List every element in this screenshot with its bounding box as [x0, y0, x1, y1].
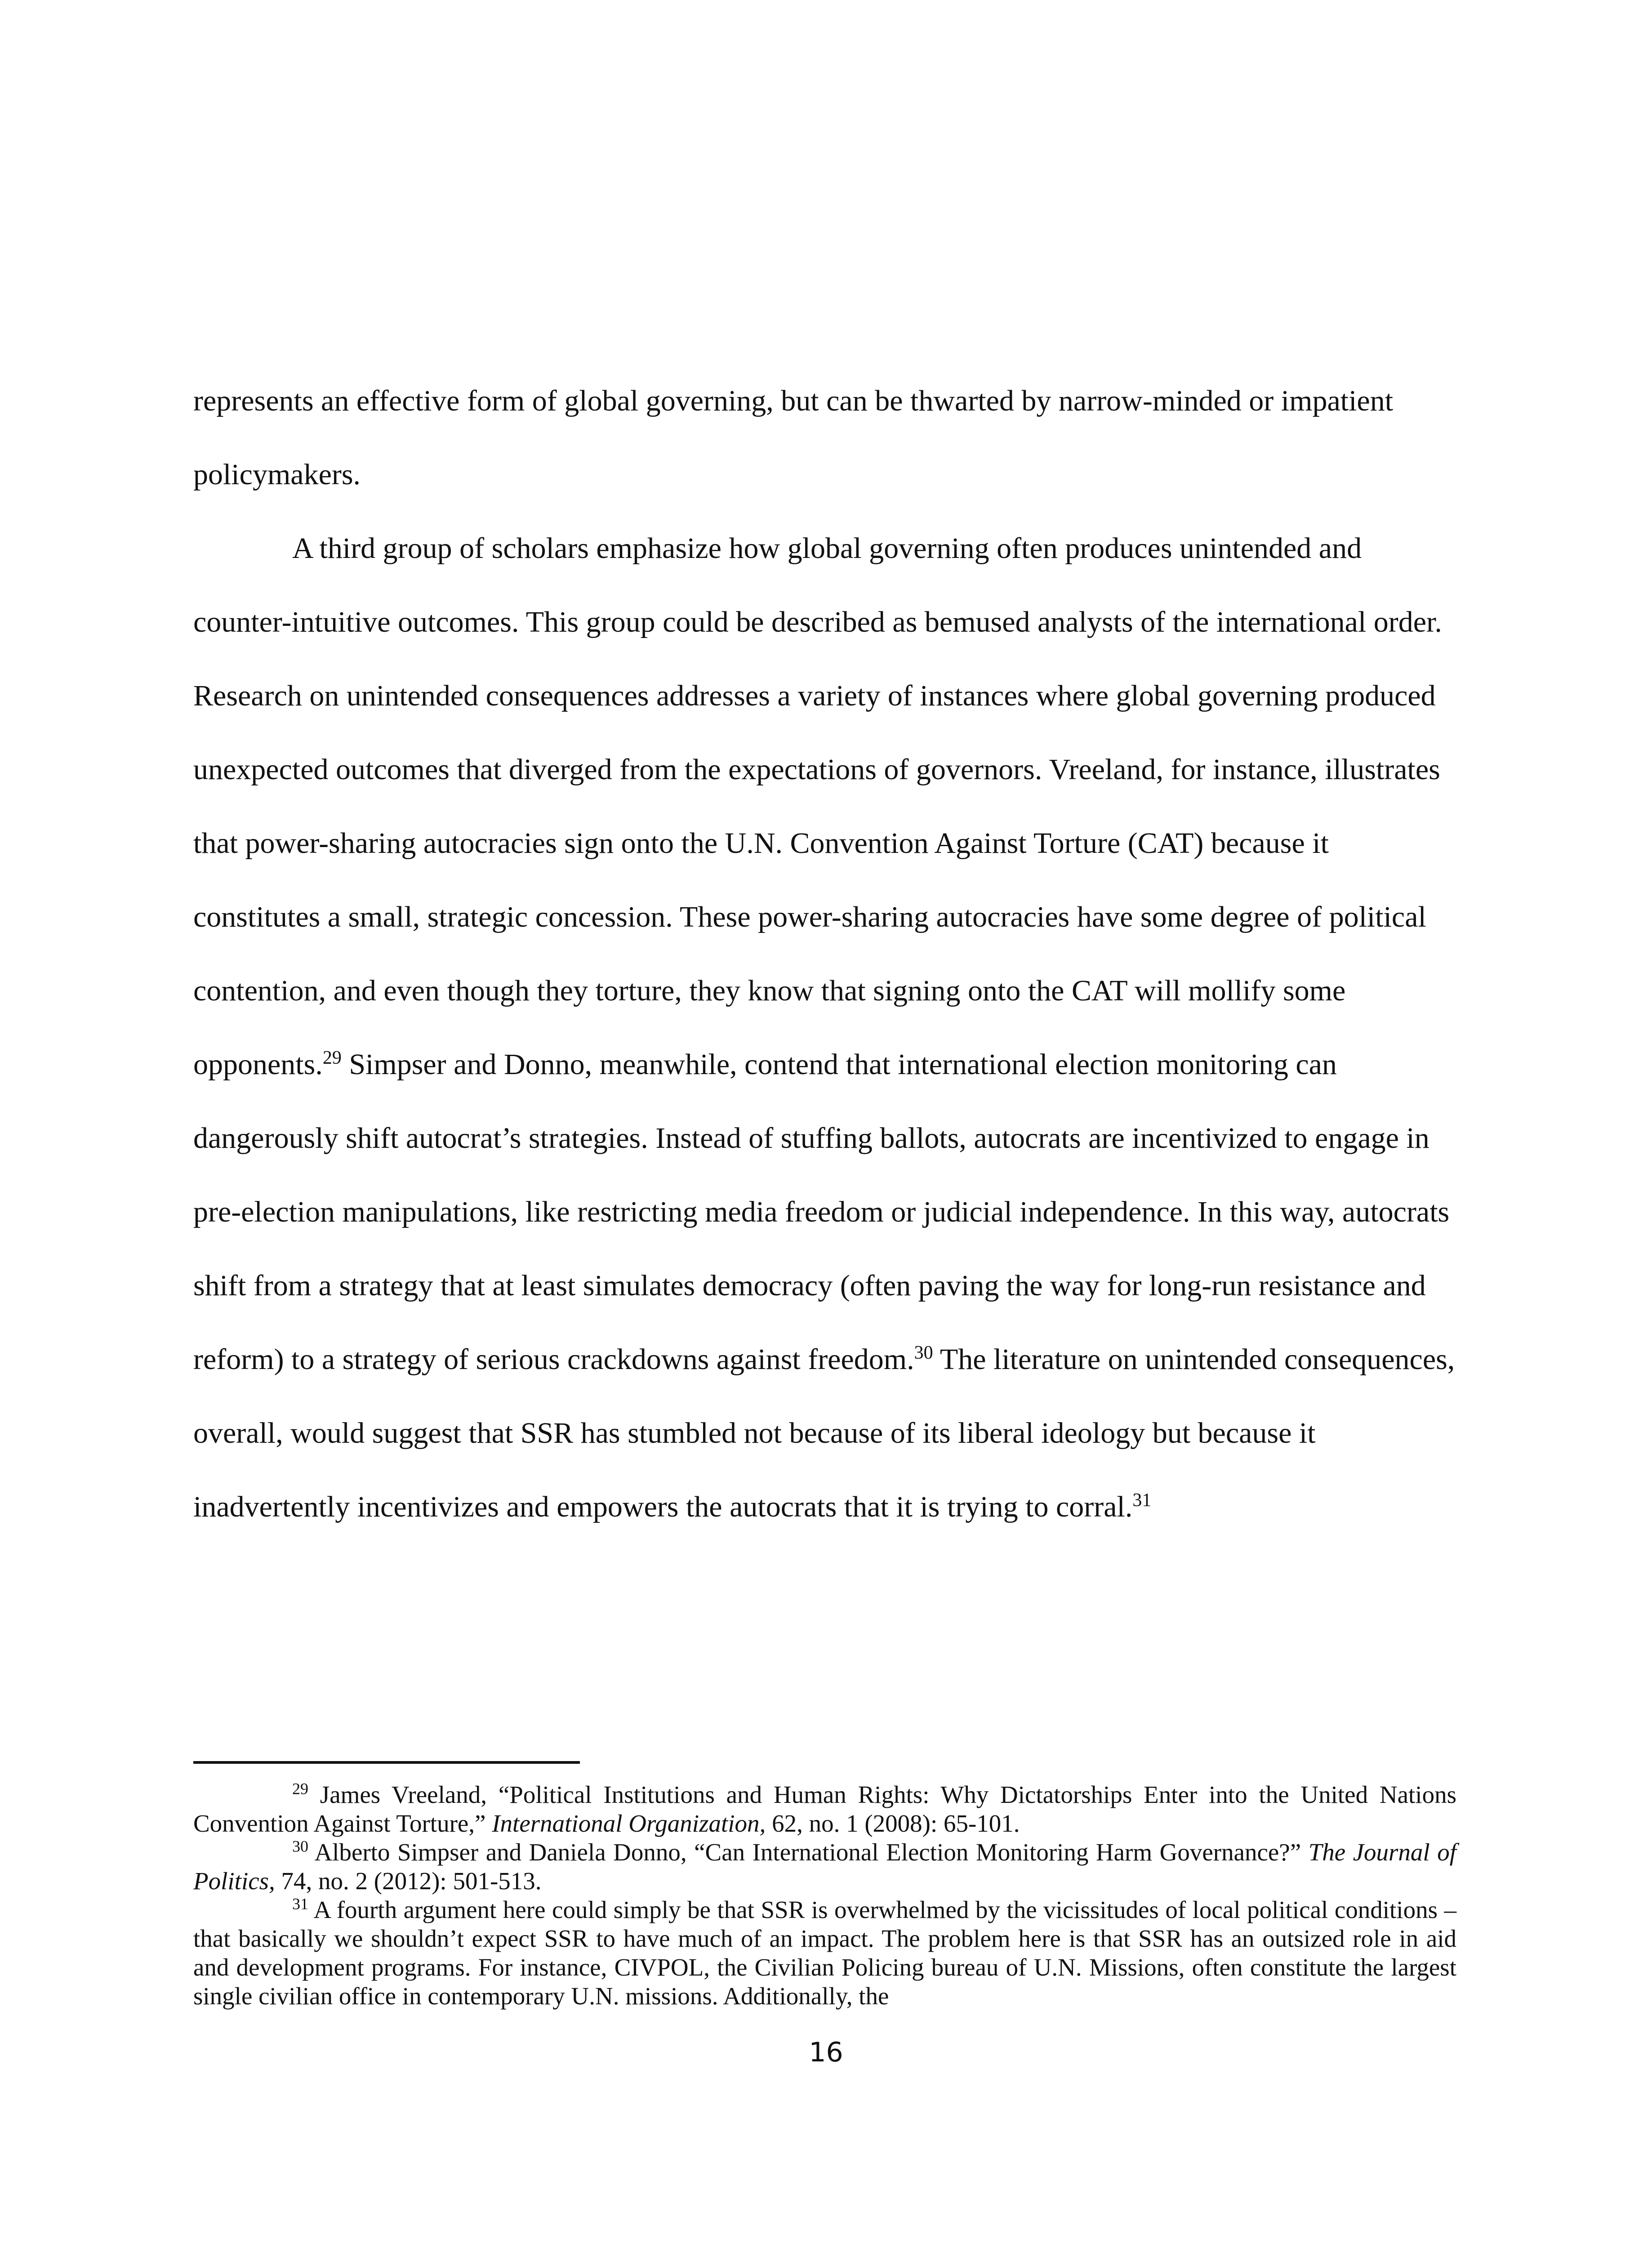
paragraph-text-segment: A third group of scholars emphasize how global governing often produces unintended and counter-intuitive outcomes. This group could be described as bemused analysts of the international order. Research on unintended consequences addresses a variety of instances where global governing produced unexpected outcomes that diverged from the expectations of governors. Vreeland, for instance, illustrates that power-sharing autocracies sign onto the U.N. Convention Against Torture (CAT) because it constitutes a small, strategic concession. These power-sharing autocracies have some degree of political contention, and even though they torture, they know that signing onto the CAT will mollify some opponents.	[193, 532, 1442, 1081]
paragraph-continuation: represents an effective form of global governing, but can be thwarted by narrow-minded or impatient policymakers.	[193, 384, 1394, 491]
footnote-text: 62, no. 1 (2008): 65-101.	[766, 1810, 1020, 1837]
footnote-reference-29[interactable]: 29	[322, 1048, 342, 1068]
main-body-text	[193, 364, 1456, 1544]
footnote-text: James Vreeland, “Political Institutions and Human Rights: Why Dictatorships Enter into the United Nations Convention Against Torture,”	[193, 1781, 1456, 1837]
footnote-text: 74, no. 2 (2012): 501-513.	[275, 1867, 542, 1895]
paragraph-unintended-consequences	[193, 512, 1456, 1544]
footnote-separator	[193, 1761, 580, 1764]
footnote-31	[193, 1896, 1456, 2011]
footnote-number: 29	[292, 1780, 308, 1798]
footnote-reference-31[interactable]: 31	[1132, 1490, 1152, 1511]
footnotes-section	[193, 1780, 1456, 2011]
footnote-reference-30[interactable]: 30	[914, 1343, 933, 1363]
paragraph-text-segment: The literature on unintended consequences, overall, would suggest that SSR has stumbled not because of its liberal ideology but because it inadvertently incentivizes and empowers the autocrats that it is trying to corral.	[193, 1343, 1455, 1523]
footnote-journal-title: International Organization,	[492, 1810, 766, 1837]
footnote-number: 31	[292, 1895, 308, 1913]
footnote-text: A fourth argument here could simply be that SSR is overwhelmed by the vicissitudes of local political conditions – that basically we shouldn’t expect SSR to have much of an impact. The problem here is that SSR has an outsized role in aid and development programs. For instance, CIVPOL, the Civilian Policing bureau of U.N. Missions, often constitute the largest single civilian office in contemporary U.N. missions. Additionally, the	[193, 1896, 1456, 2010]
footnote-journal-title: The Journal of Politics,	[193, 1838, 1456, 1895]
paragraph-text-segment: Simpser and Donno, meanwhile, contend that international election monitoring can dangerously shift autocrat’s strategies. Instead of stuffing ballots, autocrats are incentivized to engage in pre-election manipulations, like restricting media freedom or judicial independence. In this way, autocrats shift from a strategy that at least simulates democracy (often paving the way for long-run resistance and reform) to a strategy of serious crackdowns against freedom.	[193, 1048, 1450, 1376]
footnote-number: 30	[292, 1837, 308, 1855]
footnote-30	[193, 1838, 1456, 1896]
page-number: 16	[809, 2037, 843, 2068]
footnote-29	[193, 1780, 1456, 1838]
footnote-text: Alberto Simpser and Daniela Donno, “Can International Election Monitoring Harm Governance?”	[308, 1838, 1309, 1866]
